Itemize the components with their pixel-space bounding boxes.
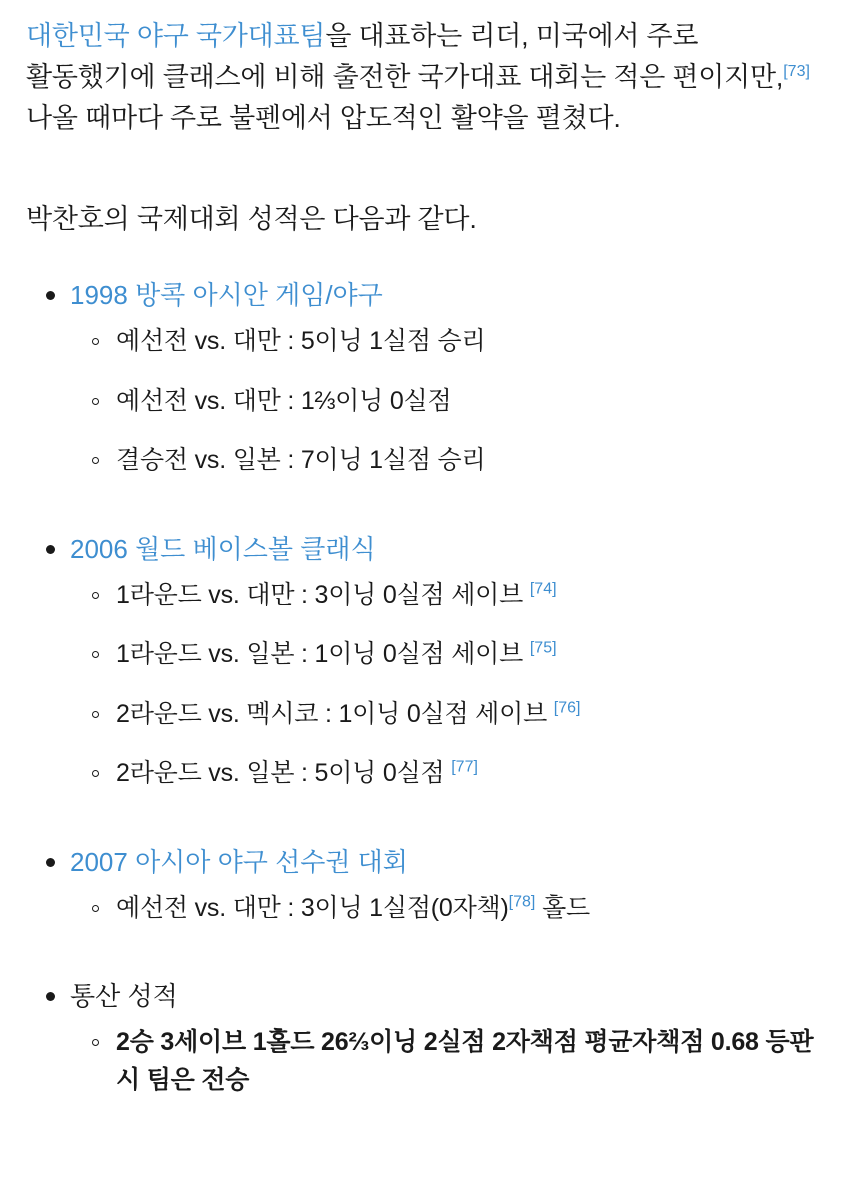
link-2006-world-baseball-classic[interactable]: 2006 월드 베이스볼 클래식 [70,533,376,564]
list-item [116,442,824,480]
entry-text: 2라운드 vs. 멕시코 : 1이닝 0실점 세이브 [116,699,548,728]
entries-1998 [70,323,824,480]
section-title-1998 [70,274,824,317]
intro-paragraph-tail: 나올 때마다 주로 불펜에서 압도적인 활약을 펼쳤다. [26,103,621,134]
entry-text: 2라운드 vs. 일본 : 5이닝 0실점 [116,759,445,788]
intro-paragraph-text: 을 대표하는 리더, 미국에서 주로 활동했기에 클래스에 비해 출전한 국가대표 대회는 적은 편이지만, [26,21,784,93]
list-item [116,890,824,928]
reference-75[interactable]: [75] [529,639,557,657]
spacer [70,815,824,841]
section-title-career-totals: 통산 성적 [70,981,178,1012]
entry-text: 1라운드 vs. 대만 : 3이닝 0실점 세이브 [116,580,524,609]
reference-73[interactable]: [73] [783,63,810,81]
list-item [70,975,824,1099]
list-item [70,528,824,793]
list-item [116,755,824,793]
entry-text: 1라운드 vs. 일본 : 1이닝 0실점 세이브 [116,640,524,669]
section-title-2006 [70,528,824,571]
international-records-list [26,274,824,1099]
entry-text: 예선전 vs. 대만 : 1⅔이닝 0실점 [116,386,452,415]
list-item [116,696,824,734]
spacer [70,502,824,528]
entries-2006 [70,577,824,793]
entries-2007 [70,890,824,928]
entry-text: 예선전 vs. 대만 : 3이닝 1실점(0자책) [116,893,509,922]
section-title-2007 [70,841,824,884]
list-item [116,1024,824,1099]
list-item [116,383,824,421]
list-item [116,323,824,361]
reference-74[interactable]: [74] [529,580,557,598]
spacer [70,949,824,975]
reference-77[interactable]: [77] [451,758,478,776]
list-item [116,636,824,674]
link-korea-national-baseball-team[interactable]: 대한민국 야구 국가대표팀 [26,21,326,51]
entry-text: 2승 3세이브 1홀드 26⅔이닝 2실점 2자책점 평균자책점 0.68 등판시 팀은 전승 [116,1028,814,1094]
reference-76[interactable]: [76] [553,699,581,717]
reference-78[interactable]: [78] [508,893,536,911]
link-2007-asian-baseball-championship[interactable]: 2007 아시아 야구 선수권 대회 [70,846,408,877]
list-item [70,274,824,480]
list-item [70,841,824,928]
intro-paragraph [26,16,824,139]
lead-in-paragraph: 박찬호의 국제대회 성적은 다음과 같다. [26,204,477,235]
link-1998-bangkok-asian-games-baseball[interactable]: 1998 방콕 아시안 게임/야구 [70,280,383,311]
entries-career-totals [70,1024,824,1099]
entry-text: 예선전 vs. 대만 : 5이닝 1실점 승리 [116,327,486,356]
entry-text-tail: 홀드 [535,893,590,922]
entry-text: 결승전 vs. 일본 : 7이닝 1실점 승리 [116,446,486,475]
list-item [116,577,824,615]
